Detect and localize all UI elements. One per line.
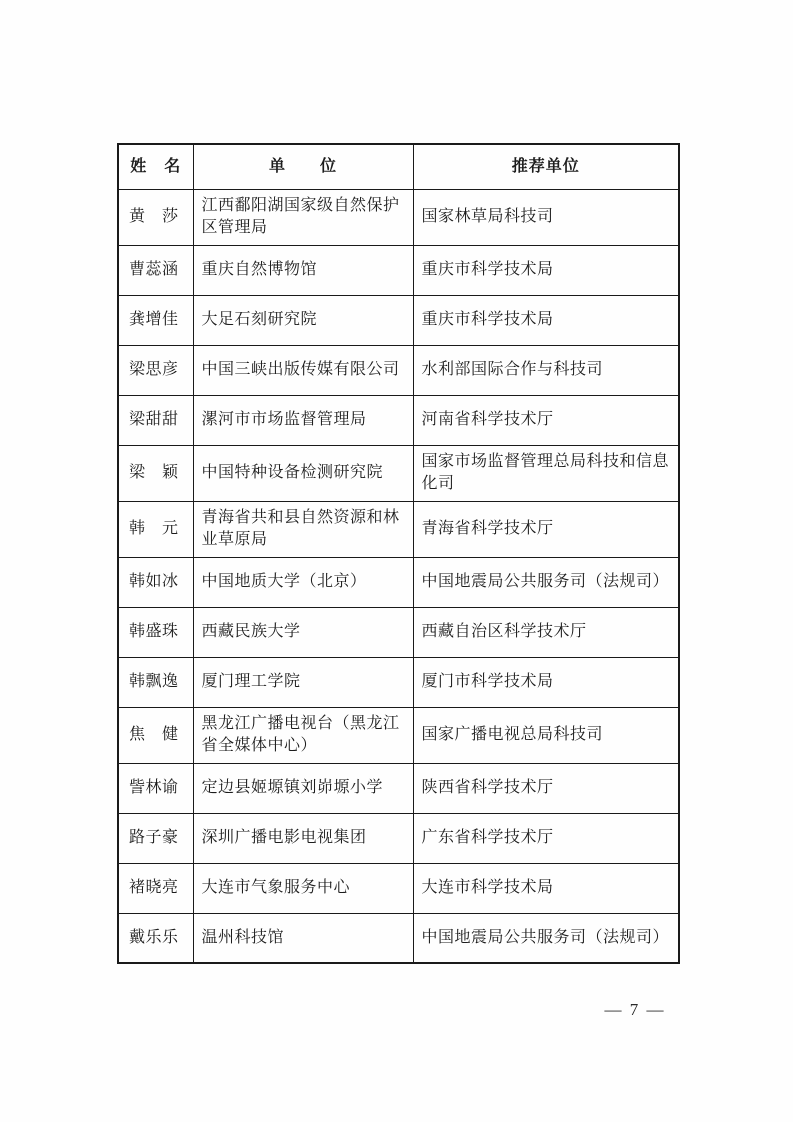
table-row — [118, 863, 679, 913]
name-cell: 韩盛珠 — [118, 607, 193, 657]
recommender-cell: 大连市科学技术局 — [413, 863, 679, 913]
recommender-cell: 西藏自治区科学技术厅 — [413, 607, 679, 657]
table-row — [118, 445, 679, 501]
name-cell: 訾林谕 — [118, 763, 193, 813]
name-cell: 梁甜甜 — [118, 395, 193, 445]
recommender-cell: 广东省科学技术厅 — [413, 813, 679, 863]
unit-cell: 厦门理工学院 — [193, 657, 413, 707]
name-cell: 褚晓亮 — [118, 863, 193, 913]
unit-cell: 大连市气象服务中心 — [193, 863, 413, 913]
table-header-row — [118, 144, 679, 189]
name-cell: 梁 颖 — [118, 445, 193, 501]
unit-cell: 西藏民族大学 — [193, 607, 413, 657]
unit-cell: 温州科技馆 — [193, 913, 413, 963]
table-row — [118, 607, 679, 657]
name-cell: 梁思彦 — [118, 345, 193, 395]
name-cell: 黄 莎 — [118, 189, 193, 245]
header-recommender: 推荐单位 — [413, 144, 679, 189]
table-row — [118, 557, 679, 607]
table-row — [118, 913, 679, 963]
recommender-cell: 河南省科学技术厅 — [413, 395, 679, 445]
unit-cell: 深圳广播电影电视集团 — [193, 813, 413, 863]
name-cell: 曹蕊涵 — [118, 245, 193, 295]
header-unit: 单 位 — [193, 144, 413, 189]
table-row — [118, 345, 679, 395]
unit-cell: 黑龙江广播电视台（黑龙江省全媒体中心） — [193, 707, 413, 763]
name-cell: 韩 元 — [118, 501, 193, 557]
unit-cell: 大足石刻研究院 — [193, 295, 413, 345]
recommender-cell: 国家广播电视总局科技司 — [413, 707, 679, 763]
recommender-cell: 国家林草局科技司 — [413, 189, 679, 245]
table-row — [118, 501, 679, 557]
recommender-cell: 重庆市科学技术局 — [413, 295, 679, 345]
table-row — [118, 707, 679, 763]
name-cell: 韩飘逸 — [118, 657, 193, 707]
recommender-cell: 重庆市科学技术局 — [413, 245, 679, 295]
table-row — [118, 657, 679, 707]
roster-table — [117, 143, 680, 964]
unit-cell: 定边县姬塬镇刘峁塬小学 — [193, 763, 413, 813]
recommender-cell: 中国地震局公共服务司（法规司） — [413, 557, 679, 607]
header-name: 姓 名 — [118, 144, 193, 189]
table-row — [118, 295, 679, 345]
recommender-cell: 水利部国际合作与科技司 — [413, 345, 679, 395]
table-row — [118, 813, 679, 863]
unit-cell: 江西鄱阳湖国家级自然保护区管理局 — [193, 189, 413, 245]
unit-cell: 漯河市市场监督管理局 — [193, 395, 413, 445]
unit-cell: 中国地质大学（北京） — [193, 557, 413, 607]
unit-cell: 重庆自然博物馆 — [193, 245, 413, 295]
recommender-cell: 陕西省科学技术厅 — [413, 763, 679, 813]
table-row — [118, 395, 679, 445]
table-row — [118, 245, 679, 295]
name-cell: 焦 健 — [118, 707, 193, 763]
recommender-cell: 中国地震局公共服务司（法规司） — [413, 913, 679, 963]
table-row — [118, 189, 679, 245]
recommender-cell: 国家市场监督管理总局科技和信息化司 — [413, 445, 679, 501]
unit-cell: 中国三峡出版传媒有限公司 — [193, 345, 413, 395]
recommender-cell: 厦门市科学技术局 — [413, 657, 679, 707]
unit-cell: 青海省共和县自然资源和林业草原局 — [193, 501, 413, 557]
name-cell: 戴乐乐 — [118, 913, 193, 963]
name-cell: 龚增佳 — [118, 295, 193, 345]
table-row — [118, 763, 679, 813]
recommender-cell: 青海省科学技术厅 — [413, 501, 679, 557]
unit-cell: 中国特种设备检测研究院 — [193, 445, 413, 501]
page-number: — 7 — — [604, 1000, 666, 1019]
name-cell: 韩如冰 — [118, 557, 193, 607]
name-cell: 路子豪 — [118, 813, 193, 863]
